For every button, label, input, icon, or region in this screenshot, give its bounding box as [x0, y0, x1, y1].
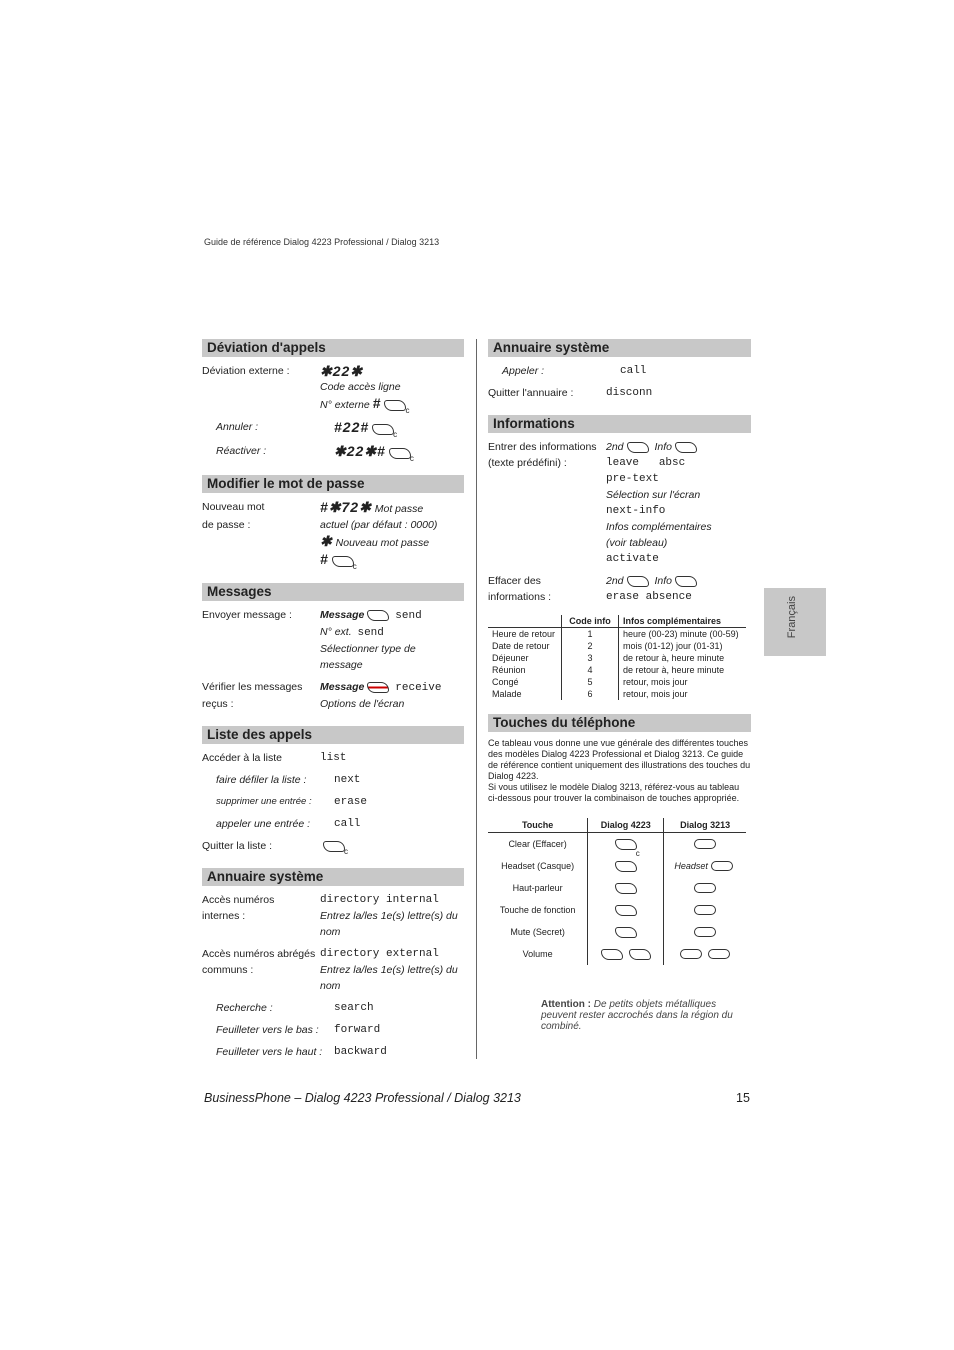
keys-table: Touche Dialog 4223 Dialog 3213 Clear (Effacer) c Headset (Casque) Headset Haut-parleur Touche de fonction Mute (Secret) Volume — [488, 818, 746, 965]
section-password: Modifier le mot de passe Nouveau mot #✱72✱ Mot passe de passe : actuel (par défaut : 0000) ✱ Nouveau mot passe #c — [202, 475, 464, 569]
section-title: Liste des appels — [202, 726, 464, 744]
clear-key-3213-icon — [694, 839, 716, 849]
table-row: Headset (Casque) Headset — [488, 855, 746, 877]
section-touches — [488, 714, 751, 965]
section-deviation: Déviation d'appels Déviation externe : ✱22✱ Code accès ligne N° externe #c Annuler : #22#c Réactiver : ✱22✱#c — [202, 339, 464, 461]
clear-key-icon — [384, 400, 406, 411]
message-lamp-key-icon — [367, 682, 389, 693]
speaker-key-3213-icon — [694, 883, 716, 893]
volume-up-key-icon — [629, 949, 651, 960]
function-key-icon — [627, 576, 649, 587]
headset-key-3213-icon — [711, 861, 733, 871]
section-annuaire-left: Annuaire système Accès numéros directory internal internes : Entrez la/les 1e(s) lettre(s) du nom Accès numéros abrégés directory external communs : Entrez la/les 1e(s) lettre(s) du nom Recherche : search Feuilleter vers le bas : forward Feuilleter vers le haut : backward — [202, 868, 464, 1060]
section-title: Annuaire système — [488, 339, 751, 357]
function-key-icon — [615, 905, 637, 916]
section-informations: Informations Entrer des informations 2nd Info (texte prédéfini) : leave absc pre-text Sélection sur l'écran next-info Infos complémentaires (voir tableau) activate Effacer des 2nd Info informations : erase absence Code info Infos complémentaires Heure de retour 1 heure (00-23) minute (00-59) Date de retour 2 mois (01-12) jour (01-31) Déjeuner 3 de retour à, heure minute Réunion 4 de retour à, heure minute Congé 5 retour, mois jour Malade 6 retour, mois jour — [488, 415, 751, 700]
function-key-icon — [675, 442, 697, 453]
touches-intro: Ce tableau vous donne une vue générale des différentes touches des modèles Dialog 4223 Professional et Dialog 3213. Ce guide de référence contient uniquement des illustrations des touches du Dialog 4223. — [488, 738, 751, 781]
function-key-icon — [627, 442, 649, 453]
clear-key-icon — [389, 448, 411, 459]
speaker-key-icon — [615, 883, 637, 894]
table-row: Haut-parleur — [488, 877, 746, 899]
table-row: Congé 5 retour, mois jour — [492, 677, 688, 687]
mute-key-icon — [615, 927, 637, 938]
table-row: Déjeuner 3 de retour à, heure minute — [492, 653, 725, 663]
headset-key-icon — [615, 861, 637, 872]
message-key-icon — [367, 610, 389, 621]
section-title: Informations — [488, 415, 751, 433]
left-column — [202, 339, 464, 1074]
info-codes-table: Code info Infos complémentaires Heure de retour 1 heure (00-23) minute (00-59) Date de retour 2 mois (01-12) jour (01-31) Déjeuner 3 de retour à, heure minute Réunion 4 de retour à, heure minute Congé 5 retour, mois jour Malade 6 retour, mois jour — [488, 615, 746, 700]
clear-key-icon — [372, 424, 394, 435]
table-row: Mute (Secret) — [488, 921, 746, 943]
section-title: Annuaire système — [202, 868, 464, 886]
function-key-icon — [675, 576, 697, 587]
table-row: Date de retour 2 mois (01-12) jour (01-31) — [492, 641, 723, 651]
clear-key-icon — [332, 556, 354, 567]
volume-down-3213-icon — [680, 949, 702, 959]
table-row: Touche de fonction — [488, 899, 746, 921]
function-key-3213-icon — [694, 905, 716, 915]
table-row: Malade 6 retour, mois jour — [492, 689, 688, 699]
language-tab: Français — [764, 588, 826, 656]
section-annuaire-right: Annuaire système Appeler : call Quitter l'annuaire : disconn — [488, 339, 751, 401]
running-header: Guide de référence Dialog 4223 Professional / Dialog 3213 — [204, 237, 440, 247]
section-title: Modifier le mot de passe — [202, 475, 464, 493]
table-row: Réunion 4 de retour à, heure minute — [492, 665, 725, 675]
footer-title: BusinessPhone – Dialog 4223 Professional / Dialog 3213 — [204, 1091, 521, 1105]
section-title: Déviation d'appels — [202, 339, 464, 357]
table-row: Volume — [488, 943, 746, 965]
section-title: Touches du téléphone — [488, 714, 751, 732]
section-title: Messages — [202, 583, 464, 601]
column-divider — [476, 339, 477, 1059]
touches-intro-2: Si vous utilisez le modèle Dialog 3213, référez-vous au tableau ci-dessous pour trouver la combinaison de touches appropriée. — [488, 782, 740, 803]
mute-key-3213-icon — [694, 927, 716, 937]
volume-up-3213-icon — [708, 949, 730, 959]
page-number: 15 — [736, 1091, 750, 1105]
table-row: Clear (Effacer) c — [488, 833, 746, 856]
clear-key-icon — [615, 839, 637, 850]
table-row: Heure de retour 1 heure (00-23) minute (00-59) — [492, 629, 739, 639]
right-column — [488, 339, 751, 979]
volume-down-key-icon — [601, 949, 623, 960]
section-messages: Messages Envoyer message : Message send N° ext. send Sélectionner type de message Vérifier les messages Message receive reçus : Options de l'écran — [202, 583, 464, 712]
clear-key-icon — [323, 841, 345, 852]
attention-note: Attention : De petits objets métalliques peuvent rester accrochés dans la région du combiné. — [541, 999, 733, 1032]
section-calls: Liste des appels Accéder à la liste list faire défiler la liste : next supprimer une entrée : erase appeler une entrée : call Quitter la liste : c — [202, 726, 464, 854]
